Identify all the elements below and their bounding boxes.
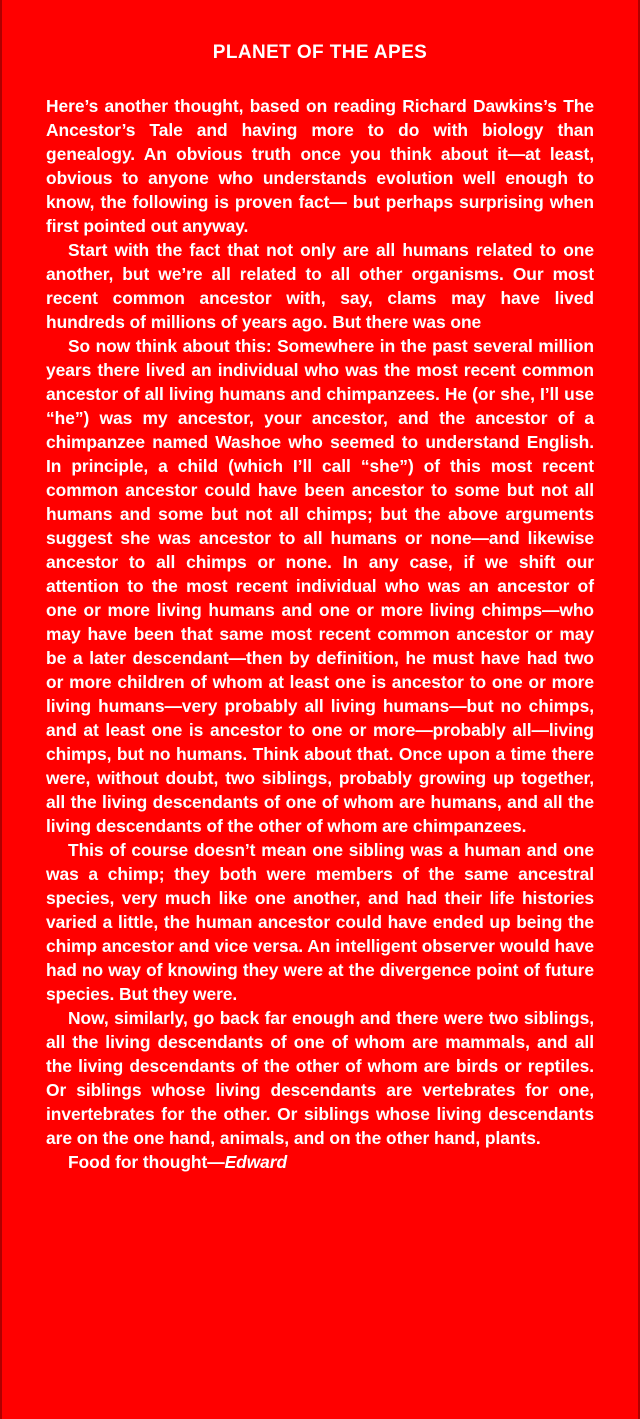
signoff-author: Edward <box>224 1152 288 1172</box>
paragraph-2: Start with the fact that not only are all humans related to one another, but we’re all related to all other organisms. Our most recent common ancestor with, say, clams may have lived hundreds of millions of years ago. But there was one <box>46 240 594 332</box>
page-title: PLANET OF THE APES <box>212 42 428 63</box>
article-body <box>2 0 638 1174</box>
paragraph-5: Now, similarly, go back far enough and there were two siblings, all the living descendants of one of whom are mammals, and all the living descendants of the other of whom are birds or reptiles. Or siblings whose living descendants are vertebrates for one, invertebrates for the other. Or siblings whose living descendants are on the one hand, animals, and on the other hand, plants. <box>46 1008 594 1148</box>
signoff-lead: Food for thought— <box>68 1152 225 1172</box>
paragraph-3: So now think about this: Somewhere in the past several million years there lived an individual who was the most recent common ancestor of all living humans and chimpanzees. He (or she, I’ll use “he”) was my ancestor, your ancestor, and the ancestor of a chimpanzee named Washoe who seemed to understand English. In principle, a child (which I’ll call “she”) of this most recent common ancestor could have been ancestor to some but not all humans and some but not all chimps; but the above arguments suggest she was ancestor to all humans or none—and likewise ancestor to all chimps or none. In any case, if we shift our attention to the most recent individual who was an ancestor of one or more living humans and one or more living chimps—who may have been that same most recent common ancestor or may be a later descendant—then by definition, he must have had two or more children of whom at least one is ancestor to one or more living humans—very probably all living humans—but no chimps, and at least one is ancestor to one or more—probably all—living chimps, but no humans. Think about that. Once upon a time there were, without doubt, two siblings, probably growing up together, all the living descendants of one of whom are humans, and all the living descendants of the other of whom are chimpanzees. <box>46 336 594 836</box>
paragraph-4: This of course doesn’t mean one sibling was a human and one was a chimp; they both were members of the same ancestral species, very much like one another, and had their life histories varied a little, the human ancestor could have ended up being the chimp ancestor and vice versa. An intelligent observer would have had no way of knowing they were at the divergence point of future species. But they were. <box>46 840 594 1004</box>
paragraph-1: Here’s another thought, based on reading Richard Dawkins’s The Ancestor’s Tale and having more to do with biology than genealogy. An obvious truth once you think about it—at least, obvious to anyone who understands evolution well enough to know, the following is proven fact— but perhaps surprising when first pointed out anyway. <box>46 96 594 236</box>
signoff <box>46 1150 594 1174</box>
